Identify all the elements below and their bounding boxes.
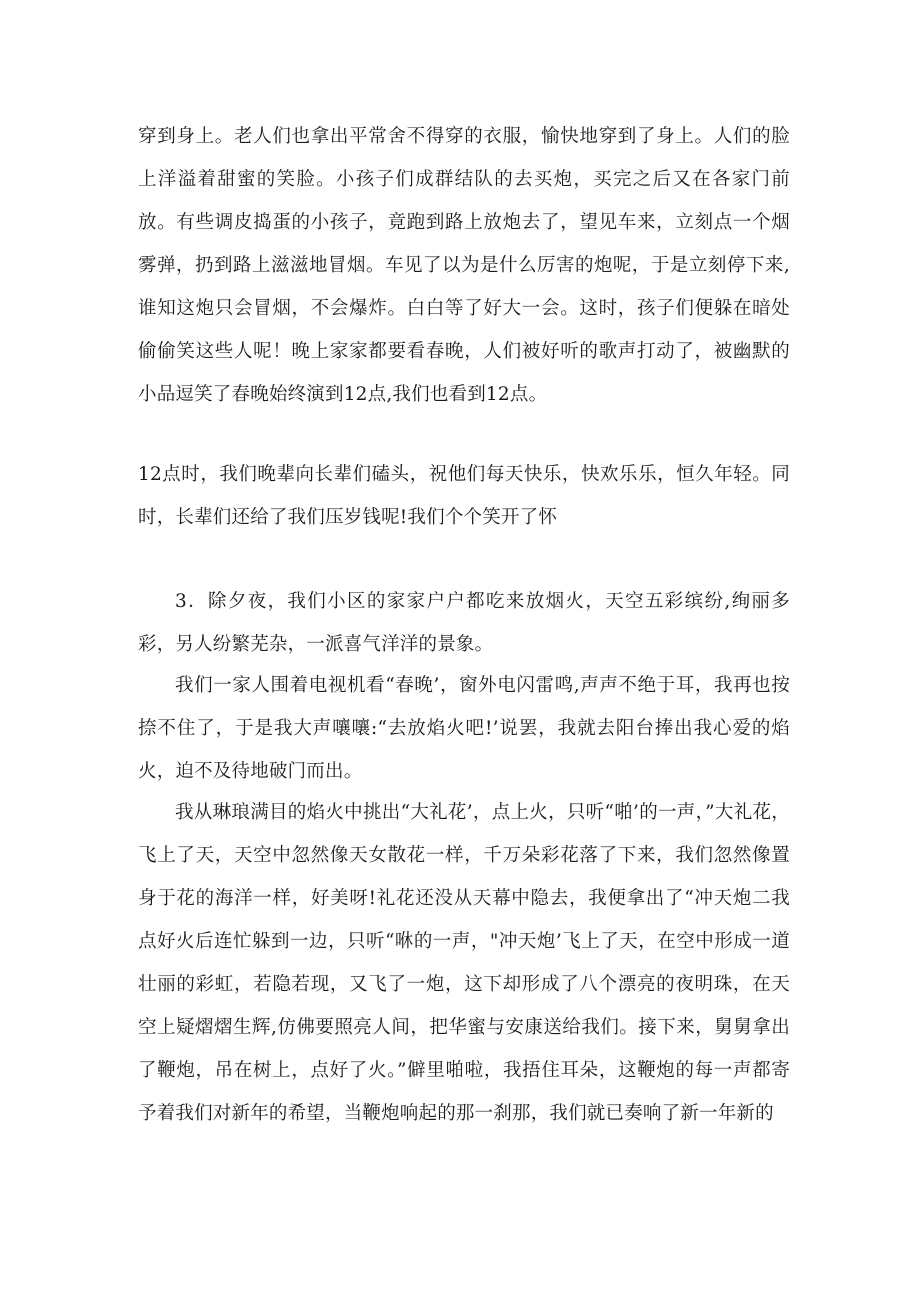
paragraph-3: 3．除夕夜，我们小区的家家户户都吃来放烟火，天空五彩缤纷,绚丽多彩，另人纷繁芜杂，一派喜气洋洋的景象。 <box>138 591 790 655</box>
paragraph-2: 12点时，我们晚辈向长辈们磕头，祝他们每天快乐，快欢乐乐，恒久年轻。同时，长辈们还给了我们压岁钱呢!我们个个笑开了怀 <box>138 464 790 528</box>
paragraph-1: 穿到身上。老人们也拿出平常舍不得穿的衣服，愉快地穿到了身上。人们的脸上洋溢着甜蜜的笑脸。小孩子们成群结队的去买炮，买完之后又在各家门前放。有些调皮捣蛋的小孩子，竟跑到路上放炮去了，望见车来，立刻点一个烟雾弹，扔到路上滋滋地冒烟。车见了以为是什么厉害的炮呢，于是立刻停下来,谁知这炮只会冒烟，不会爆炸。白白等了好大一会。这时，孩子们便躲在暗处偷偷笑这些人呢！晚上家家都要看春晚，人们被好听的歌声打动了，被幽默的小品逗笑了春晚始终演到12点,我们也看到12点。 <box>138 126 790 405</box>
paragraph-5: 我从琳琅满目的焰火中挑出“大礼花’，点上火，只听“啪’的一声，”大礼花，飞上了天，天空中忽然像天女散花一样，千万朵彩花落了下来，我们忽然像置身于花的海洋一样，好美呀!礼花还没从天幕中隐去，我便拿出了“冲天炮二我点好火后连忙躲到一边，只听“咻的一声，"冲天炮’飞上了天，在空中形成一道壮丽的彩虹，若隐若现，又飞了一炮，这下却形成了八个漂亮的夜明珠，在天空上疑熠熠生辉,仿佛要照亮人间，把华蜜与安康送给我们。接下来，舅舅拿出了鞭炮，吊在树上，点好了火。”僻里啪啦，我捂住耳朵，这鞭炮的每一声都寄予着我们对新年的希望，当鞭炮响起的那一刹那，我们就已奏响了新一年新的 <box>138 802 790 1124</box>
paragraph-4: 我们一家人围着电视机看“春晚’，窗外电闪雷鸣,声声不绝于耳，我再也按捺不住了，于是我大声嚷嚷:“去放焰火吧!’说罢，我就去阳台捧出我心爱的焰火，迫不及待地破门而出。 <box>138 675 790 782</box>
